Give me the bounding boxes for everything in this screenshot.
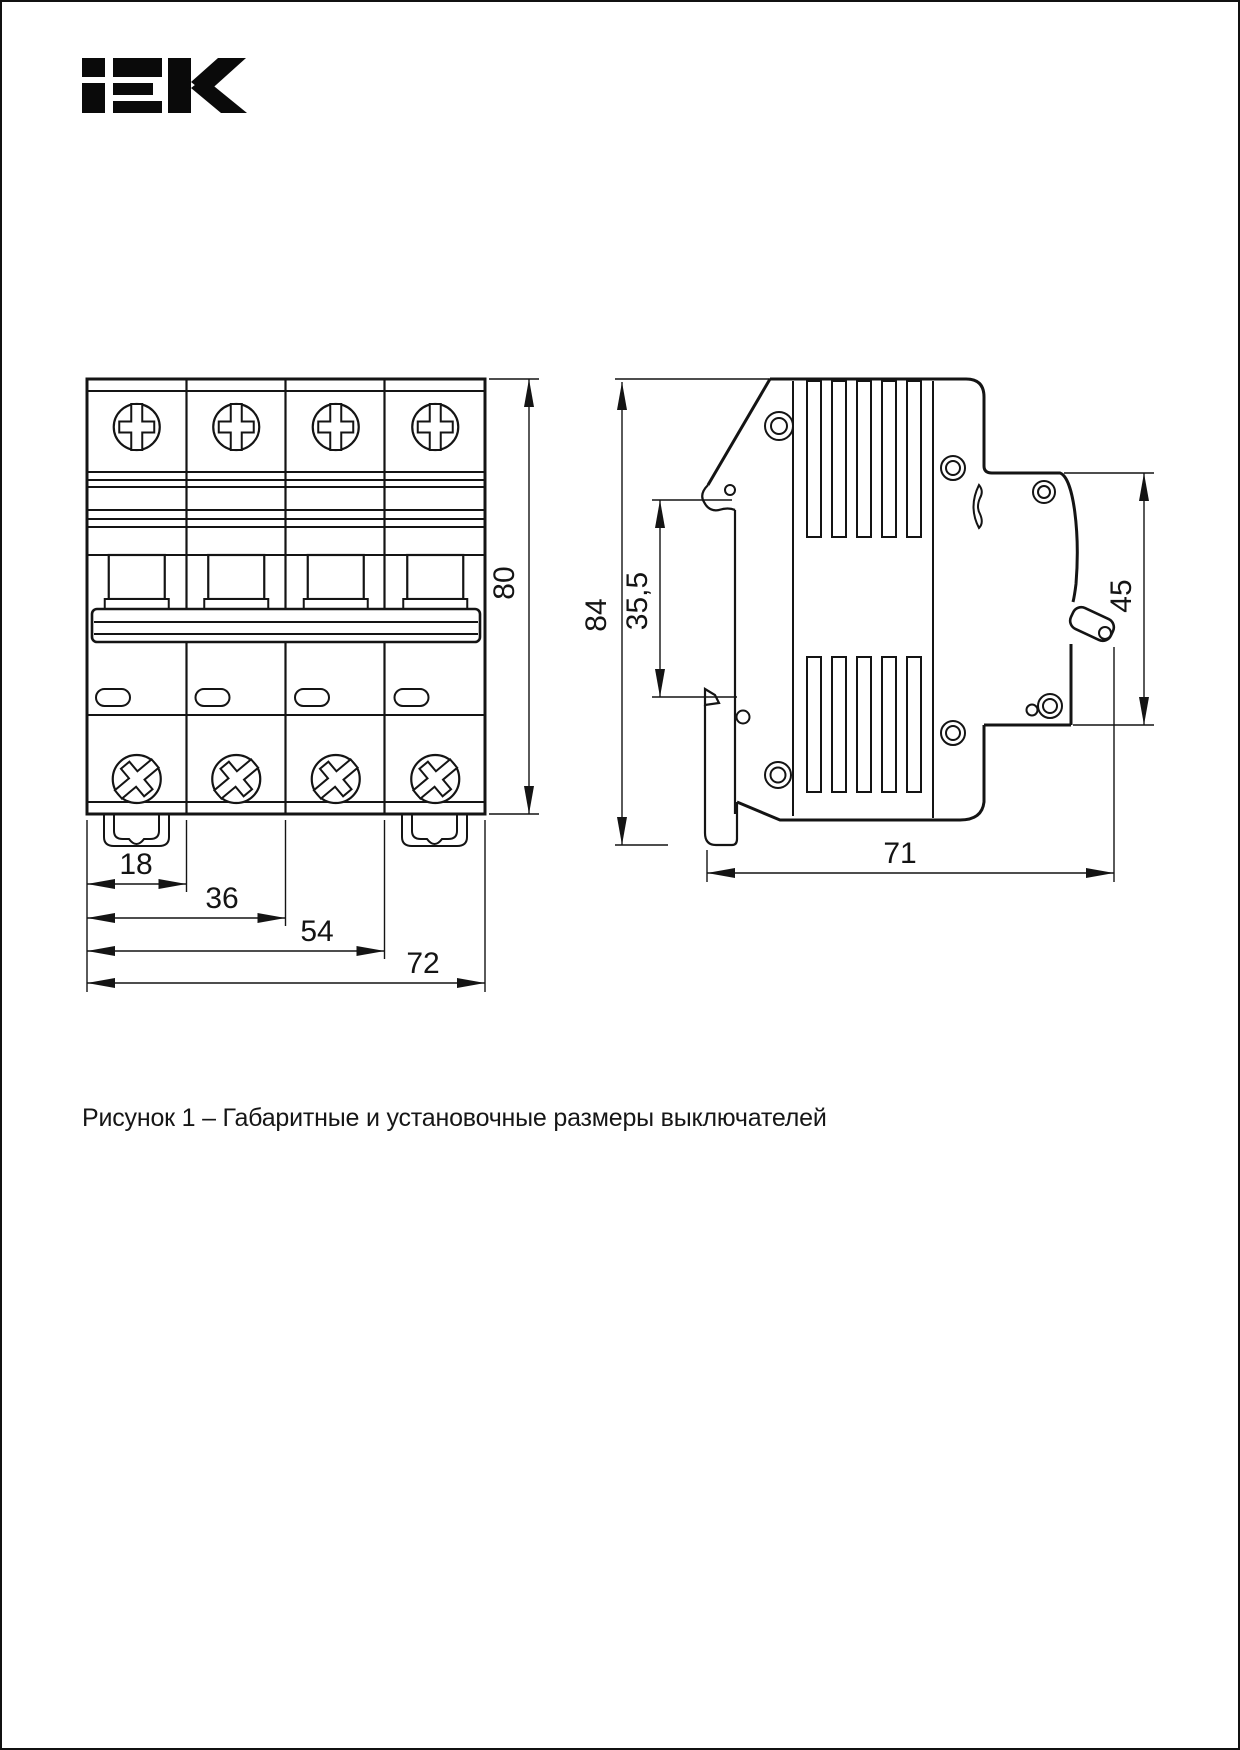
front-view bbox=[87, 379, 539, 992]
dim-label-72: 72 bbox=[406, 947, 440, 980]
din-channel-and-clip bbox=[702, 485, 749, 845]
dim-label-80: 80 bbox=[488, 566, 521, 600]
dim-label-45: 45 bbox=[1105, 579, 1138, 613]
handle-tie-bar bbox=[92, 609, 480, 642]
dim-label-35-5: 35,5 bbox=[621, 571, 654, 631]
dim-label-18: 18 bbox=[119, 848, 153, 881]
figure-caption: Рисунок 1 – Габаритные и установочные размеры выключателей bbox=[82, 1104, 827, 1132]
dimensional-drawing bbox=[2, 2, 1240, 1062]
ventilation-slots bbox=[793, 381, 933, 818]
dim-label-36: 36 bbox=[205, 882, 239, 915]
dim-label-84: 84 bbox=[580, 598, 613, 632]
dim-label-71: 71 bbox=[883, 837, 917, 870]
side-view bbox=[580, 379, 1154, 882]
dim-label-54: 54 bbox=[300, 915, 334, 948]
curved-slot bbox=[974, 485, 982, 528]
